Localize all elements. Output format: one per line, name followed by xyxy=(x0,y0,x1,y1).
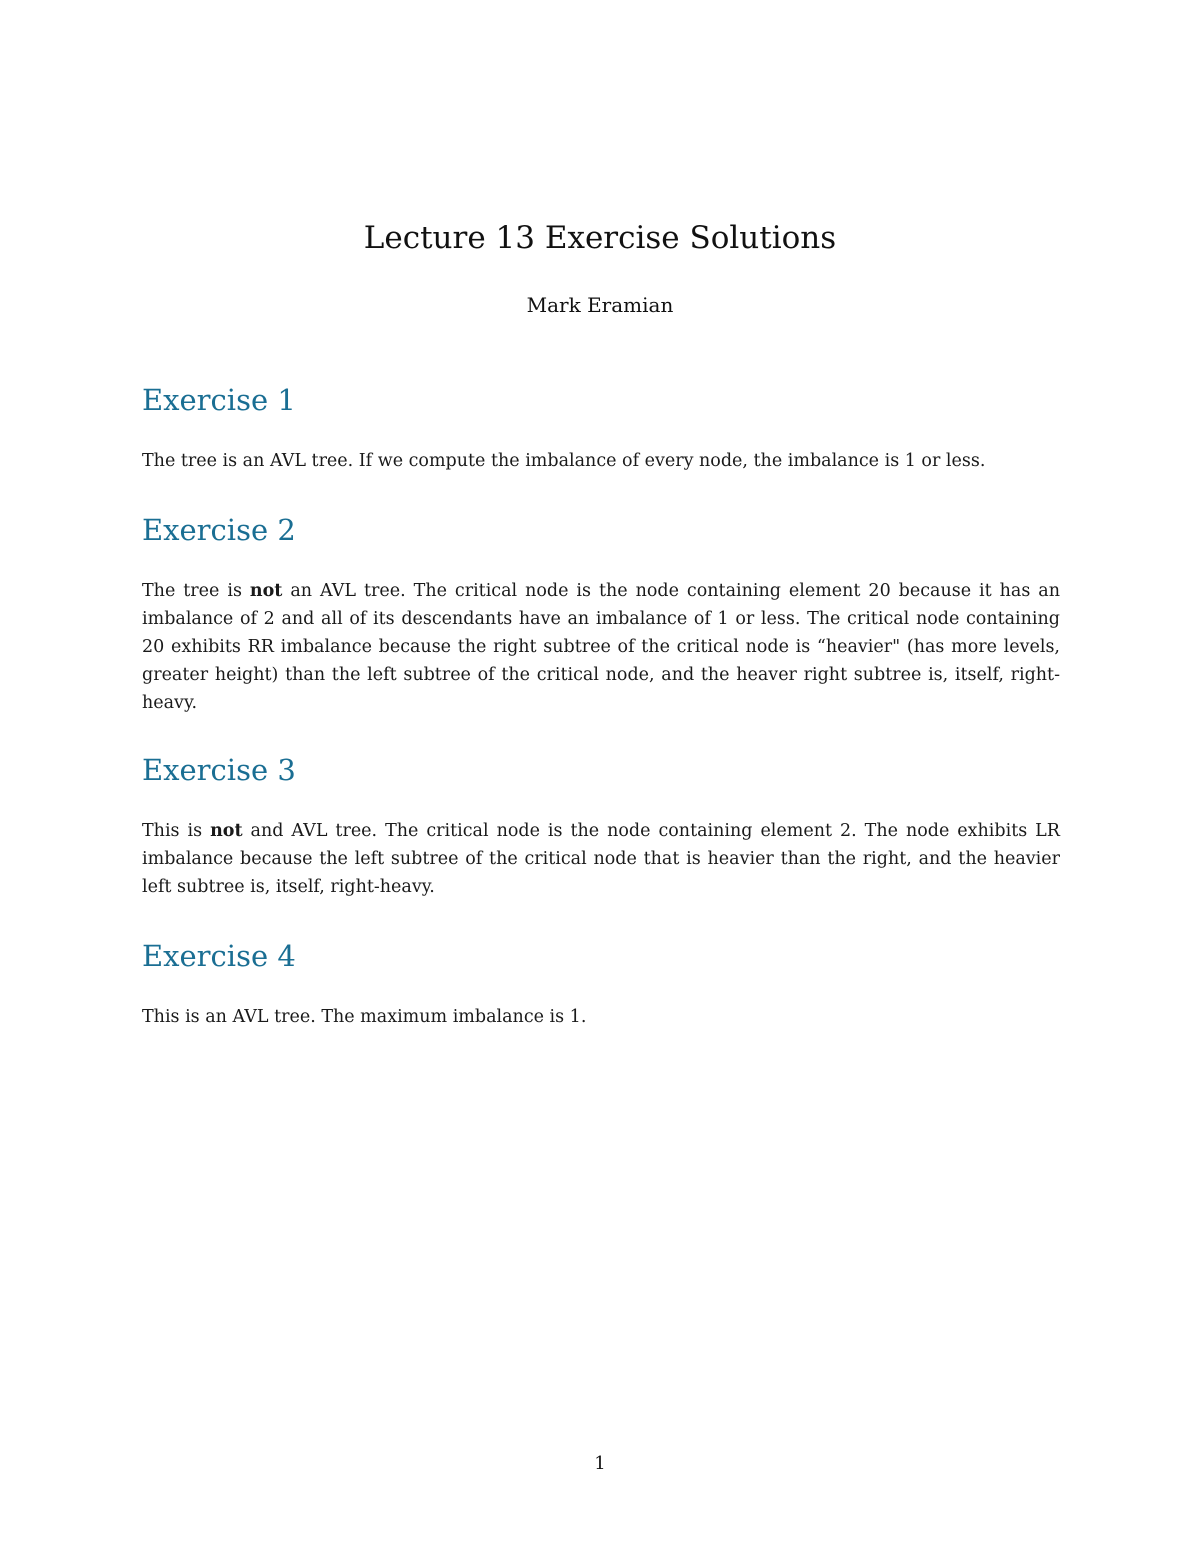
section-heading: Exercise 3 xyxy=(142,753,296,787)
section-body xyxy=(142,817,1060,901)
section-heading: Exercise 1 xyxy=(142,383,296,417)
section-body xyxy=(142,447,1060,475)
section-body xyxy=(142,577,1060,717)
document-author: Mark Eramian xyxy=(526,293,674,317)
exercise-section-2 xyxy=(142,511,1060,717)
body-text: and AVL tree. The critical node is the node containing element 2. The node exhibits LR imbalance because the left subtree of the critical node that is heavier than the right, and the heavier left subtree is, itself, right-heavy. xyxy=(142,821,1060,897)
body-text: an AVL tree. The critical node is the node containing element 20 because it has an imbalance of 2 and all of its descendants have an imbalance of 1 or less. The critical node containing 20 exhibits RR imbalance because the right subtree of the critical node is “heavier" (has more levels, greater height) than the left subtree of the critical node, and the heaver right subtree is, itself, right-heavy. xyxy=(142,581,1060,713)
body-text: This is an AVL tree. The maximum imbalance is 1. xyxy=(142,1007,587,1027)
section-heading: Exercise 4 xyxy=(142,939,296,973)
exercise-section-3 xyxy=(142,751,1060,901)
exercise-section-4 xyxy=(142,937,1060,1031)
body-emphasis: not xyxy=(210,821,243,841)
exercise-section-1 xyxy=(142,381,1060,475)
body-text: The tree is xyxy=(142,581,250,601)
section-heading: Exercise 2 xyxy=(142,513,296,547)
section-body xyxy=(142,1003,1060,1031)
body-text: The tree is an AVL tree. If we compute the imbalance of every node, the imbalance is 1 or less. xyxy=(142,451,986,471)
document-title: Lecture 13 Exercise Solutions xyxy=(363,220,837,256)
page-number: 1 xyxy=(594,1453,606,1474)
body-text: This is xyxy=(142,821,211,841)
body-emphasis: not xyxy=(249,581,283,601)
